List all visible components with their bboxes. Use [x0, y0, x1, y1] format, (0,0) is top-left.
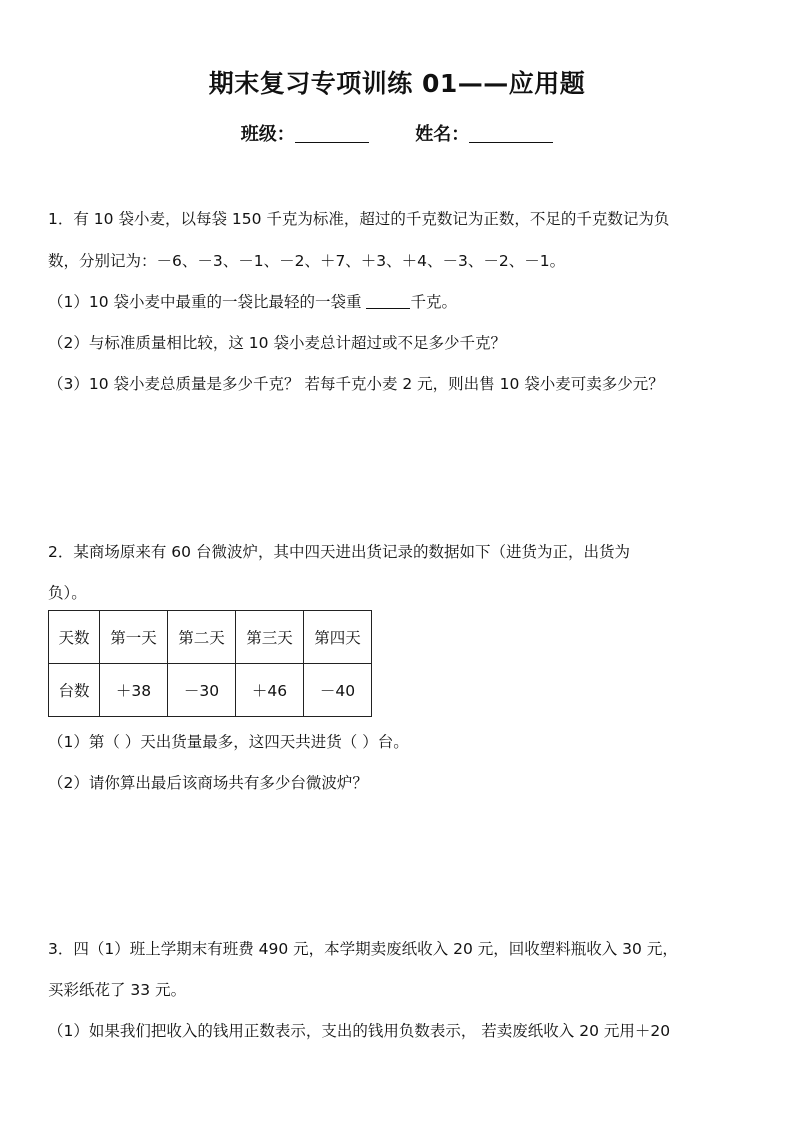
q2-line-2: 负）。 [48, 584, 87, 602]
q3-line-1: 3．四（1）班上学期末有班费 490 元，本学期卖废纸收入 20 元，回收塑料瓶收入 30 元， [48, 940, 678, 958]
q1-sub-1-unit: 千克。 [410, 293, 457, 311]
table-row [49, 664, 372, 717]
q1-answer-blank[interactable] [366, 294, 410, 309]
q1-line-2: 数，分别记为：－6、－3、－1、－2、＋7、＋3、＋4、－3、－2、－1。 [48, 252, 566, 270]
student-info [0, 120, 794, 146]
table-cell: 台数 [49, 664, 100, 717]
table-cell: －40 [304, 664, 372, 717]
q3-sub-1: （1）如果我们把收入的钱用正数表示，支出的钱用负数表示， 若卖废纸收入 20 元用＋20 [48, 1022, 671, 1040]
table-cell: 第四天 [304, 611, 372, 664]
table-cell: ＋38 [100, 664, 168, 717]
q1-sub-2: （2）与标准质量相比较，这 10 袋小麦总计超过或不足多少千克？ [48, 334, 506, 352]
inventory-table [48, 610, 372, 717]
q2-line-1: 2．某商场原来有 60 台微波炉，其中四天进出货记录的数据如下（进货为正，出货为 [48, 543, 630, 561]
table-cell: 天数 [49, 611, 100, 664]
table-header-row [49, 611, 372, 664]
name-blank[interactable] [469, 126, 553, 143]
table-cell: 第三天 [236, 611, 304, 664]
class-label: 班级： [240, 124, 295, 145]
class-blank[interactable] [295, 126, 369, 143]
table-cell: ＋46 [236, 664, 304, 717]
table-cell: 第一天 [100, 611, 168, 664]
q1-sub-1-text: （1）10 袋小麦中最重的一袋比最轻的一袋重 [48, 293, 367, 311]
table-cell: 第二天 [168, 611, 236, 664]
q3-line-2: 买彩纸花了 33 元。 [48, 981, 187, 999]
q2-sub-2: （2）请你算出最后该商场共有多少台微波炉？ [48, 774, 368, 792]
q1-sub-3: （3）10 袋小麦总质量是多少千克？ 若每千克小麦 2 元，则出售 10 袋小麦可卖多少元？ [48, 375, 664, 393]
q1-line-1: 1．有 10 袋小麦，以每袋 150 千克为标准，超过的千克数记为正数，不足的千克数记为负 [48, 210, 670, 228]
name-label: 姓名： [415, 124, 470, 145]
table-cell: －30 [168, 664, 236, 717]
page-title: 期末复习专项训练 01——应用题 [208, 69, 586, 98]
q2-sub-1: （1）第（ ）天出货量最多，这四天共进货（ ）台。 [48, 733, 409, 751]
q1-sub-1 [48, 290, 457, 312]
